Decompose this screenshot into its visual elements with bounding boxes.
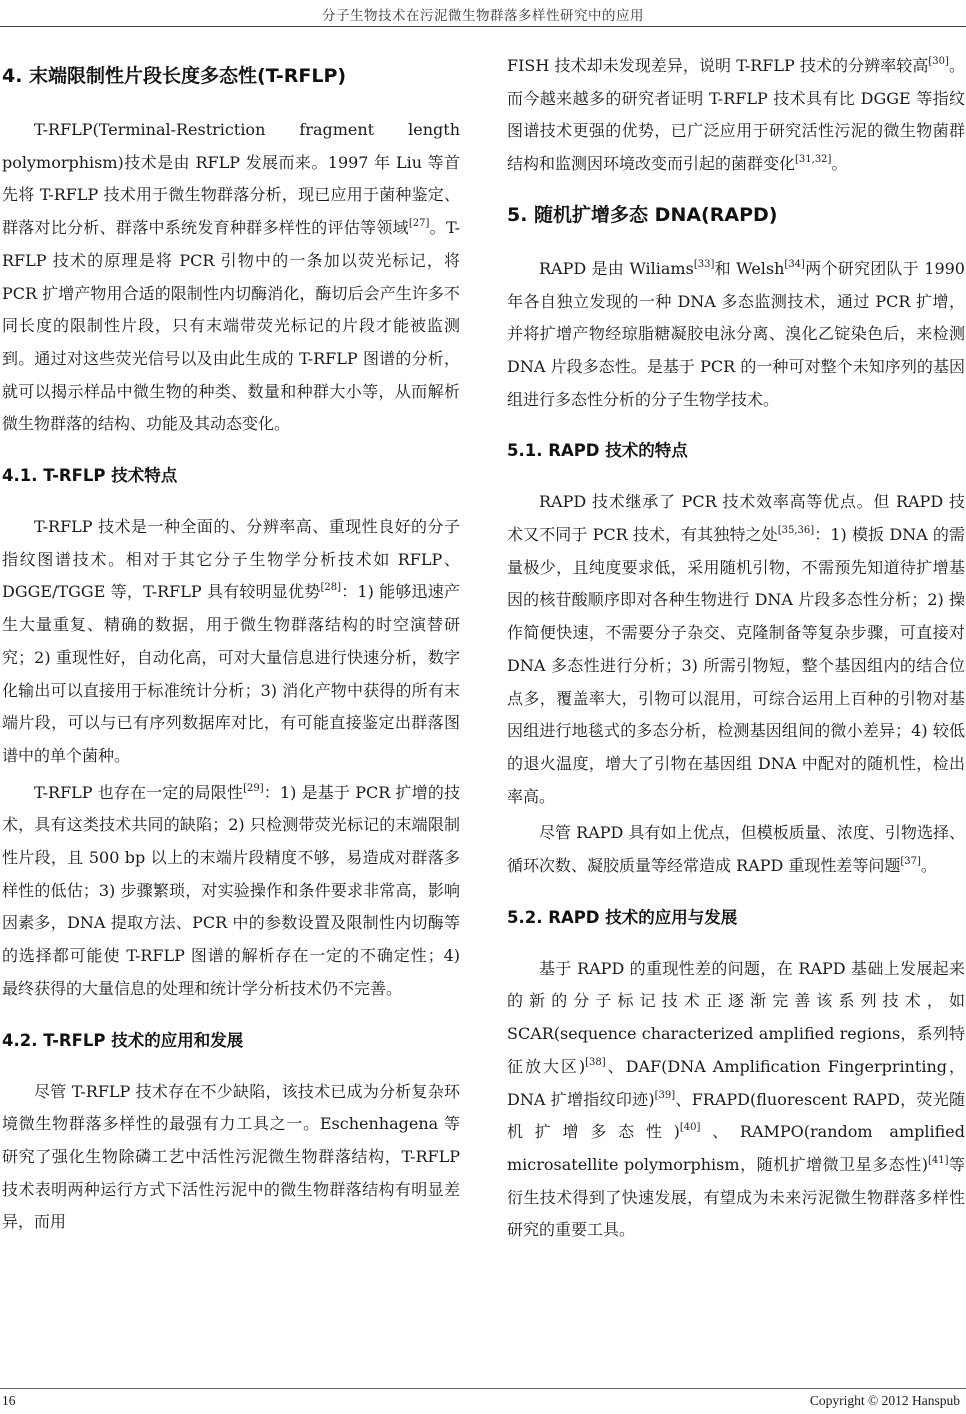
copyright-notice: Copyright © 2012 Hanspub (809, 1393, 960, 1408)
citation: [34] (784, 258, 805, 270)
citation: [27] (408, 218, 430, 230)
section-4-1-paragraph-1: T-RFLP 技术是一种全面的、分辨率高、重现性良好的分子指纹图谱技术。相对于其它分子生物学分析技术如 RFLP、DGGE/TGGE 等，T-RFLP 具有较明显优势[28]：1) 能够迅速产生大量重复、精确的数据，用于微生物群落结构的时空演替研究；2) 重现性好，自动化高，可对大量信息进行快速分析，数字化输出可以直接用于标准统计分析；3) 消化产物中获得的所有末端片段，可以与已有序列数据库对比，有可能直接鉴定出群落图谱中的单个菌种。 (2, 517, 460, 765)
citation: [38] (585, 1056, 606, 1068)
section-5-2-paragraph: 基于 RAPD 的重现性差的问题，在 RAPD 基础上发展起来的新的分子标记技术正逐渐完善该系列技术，如 SCAR(sequence characterized amplified regions，系列特征放大区)[38]、DAF(DNA Amplification Fingerprinting，DNA 扩增指纹印迹)[39]、FRAPD(fluorescent RAPD，荧光随机扩增多态性)[40]、RAMPO(random amplified microsatellite polymorphism，随机扩增微卫星多态性)[41]等衍生技术得到了快速发展，有望成为未来污泥微生物群落多样性研究的重要工具。 (507, 958, 965, 1240)
section-4-2-heading: 4.2. T-RFLP 技术的应用和发展 (2, 1030, 244, 1050)
citation: [29] (243, 782, 264, 794)
citation: [31,32] (795, 154, 832, 166)
section-5-1-paragraph-1: RAPD 技术继承了 PCR 技术效率高等优点。但 RAPD 技术又不同于 PCR 技术，有其独特之处[35,36]：1) 模扳 DNA 的需量极少，且纯度要求低，采用随机引物，不需预先知道待扩增基因的核苷酸顺序即对各种生物进行 DNA 片段多态性分析；2) 操作简便快速，不需要分子杂交、克隆制备等复杂步骤，可直接对 DNA 多态性进行分析；3) 所需引物短，整个基因组内的结合位点多，覆盖率大，引物可以混用，可综合运用上百种的引物对基因组进行地毯式的多态分析，检测基因组间的微小差异；4) 较低的退火温度，增大了引物在基因组 DNA 中配对的随机性，检出率高。 (507, 492, 965, 806)
citation: [35,36] (777, 525, 815, 537)
running-head: 分子生物技术在污泥微生物群落多样性研究中的应用 (322, 8, 644, 24)
citation: [33] (693, 258, 715, 270)
section-4-2-paragraph-continued: FISH 技术却未发现差异，说明 T-RFLP 技术的分辨率较高[30]。而今越来越多的研究者证明 T-RFLP 技术具有比 DGGE 等指纹图谱技术更强的优势，已广泛应用于研究活性污泥的微生物菌群结构和监测因环境改变而引起的菌群变化[31,32]。 (507, 56, 965, 174)
section-5-2-heading: 5.2. RAPD 技术的应用与发展 (507, 907, 738, 927)
section-4-1-heading: 4.1. T-RFLP 技术特点 (2, 466, 178, 486)
header-rule (0, 26, 966, 27)
citation: [39] (654, 1089, 676, 1101)
section-5-1-paragraph-2: 尽管 RAPD 具有如上优点，但模板质量、浓度、引物选择、循环次数、凝胶质量等经常造成 RAPD 重现性差等问题[37]。 (507, 823, 965, 876)
left-column (2, 50, 460, 1239)
section-5-heading: 5. 随机扩增多态 DNA(RAPD) (507, 203, 778, 226)
section-4-1-paragraph-2: T-RFLP 也存在一定的局限性[29]：1) 是基于 PCR 扩增的技术，具有这类技术共同的缺陷；2) 只检测带荧光标记的末端限制性片段，且 500 bp 以上的末端片段精度不够，易造成对群落多样性的低估；3) 步骤繁琐，对实验操作和条件要求非常高，影响因素多，DNA 提取方法、PCR 中的参数设置及限制性内切酶等的选择都可能使 T-RFLP 图谱的解析存在一定的不确定性；4) 最终获得的大量信息的处理和统计学分析技术仍不完善。 (2, 782, 460, 998)
section-4-2-paragraph-start: 尽管 T-RFLP 技术存在不少缺陷，该技术已成为分析复杂环境微生物群落多样性的最强有力工具之一。Eschenhagena 等研究了强化生物除磷工艺中活性污泥微生物群落结构，T-RFLP 技术表明两种运行方式下活性污泥中的微生物群落结构有明显差异，而用 (2, 1081, 460, 1232)
citation: [40] (679, 1122, 701, 1134)
citation: [30] (928, 56, 949, 67)
citation: [28] (320, 582, 341, 594)
citation: [41] (927, 1154, 949, 1166)
section-4-paragraph: T-RFLP(Terminal-Restriction fragment length polymorphism)技术是由 RFLP 发展而来。1997 年 Liu 等首先将 T-RFLP 技术用于微生物群落分析，现已应用于菌种鉴定、群落对比分析、群落中系统发育种群多样性的评估等领域[27]。T-RFLP 技术的原理是将 PCR 引物中的一条加以荧光标记，将 PCR 扩增产物用合适的限制性内切酶消化，酶切后会产生许多不同长度的限制性片段，只有末端带荧光标记的片段才能被监测到。通过对这些荧光信号以及由此生成的 T-RFLP 图谱的分析，就可以揭示样品中微生物的种类、数量和种群大小等，从而解析微生物群落的结构、功能及其动态变化。 (2, 120, 460, 434)
right-column (507, 50, 965, 1247)
section-4-heading: 4. 末端限制性片段长度多态性(T-RFLP) (2, 65, 347, 87)
section-5-paragraph: RAPD 是由 Wiliams[33]和 Welsh[34]两个研究团队于 1990 年各自独立发现的一种 DNA 多态监测技术，通过 PCR 扩增，并将扩增产物经琼脂糖凝胶电泳分离、溴化乙锭染色后，来检测 DNA 片段多态性。是基于 PCR 的一种可对整个未知序列的基因组进行多态性分析的分子生物学技术。 (507, 258, 965, 409)
footer-rule (0, 1388, 966, 1389)
section-5-1-heading: 5.1. RAPD 技术的特点 (507, 441, 688, 461)
citation: [37] (900, 856, 921, 868)
page-number: 16 (2, 1393, 16, 1408)
